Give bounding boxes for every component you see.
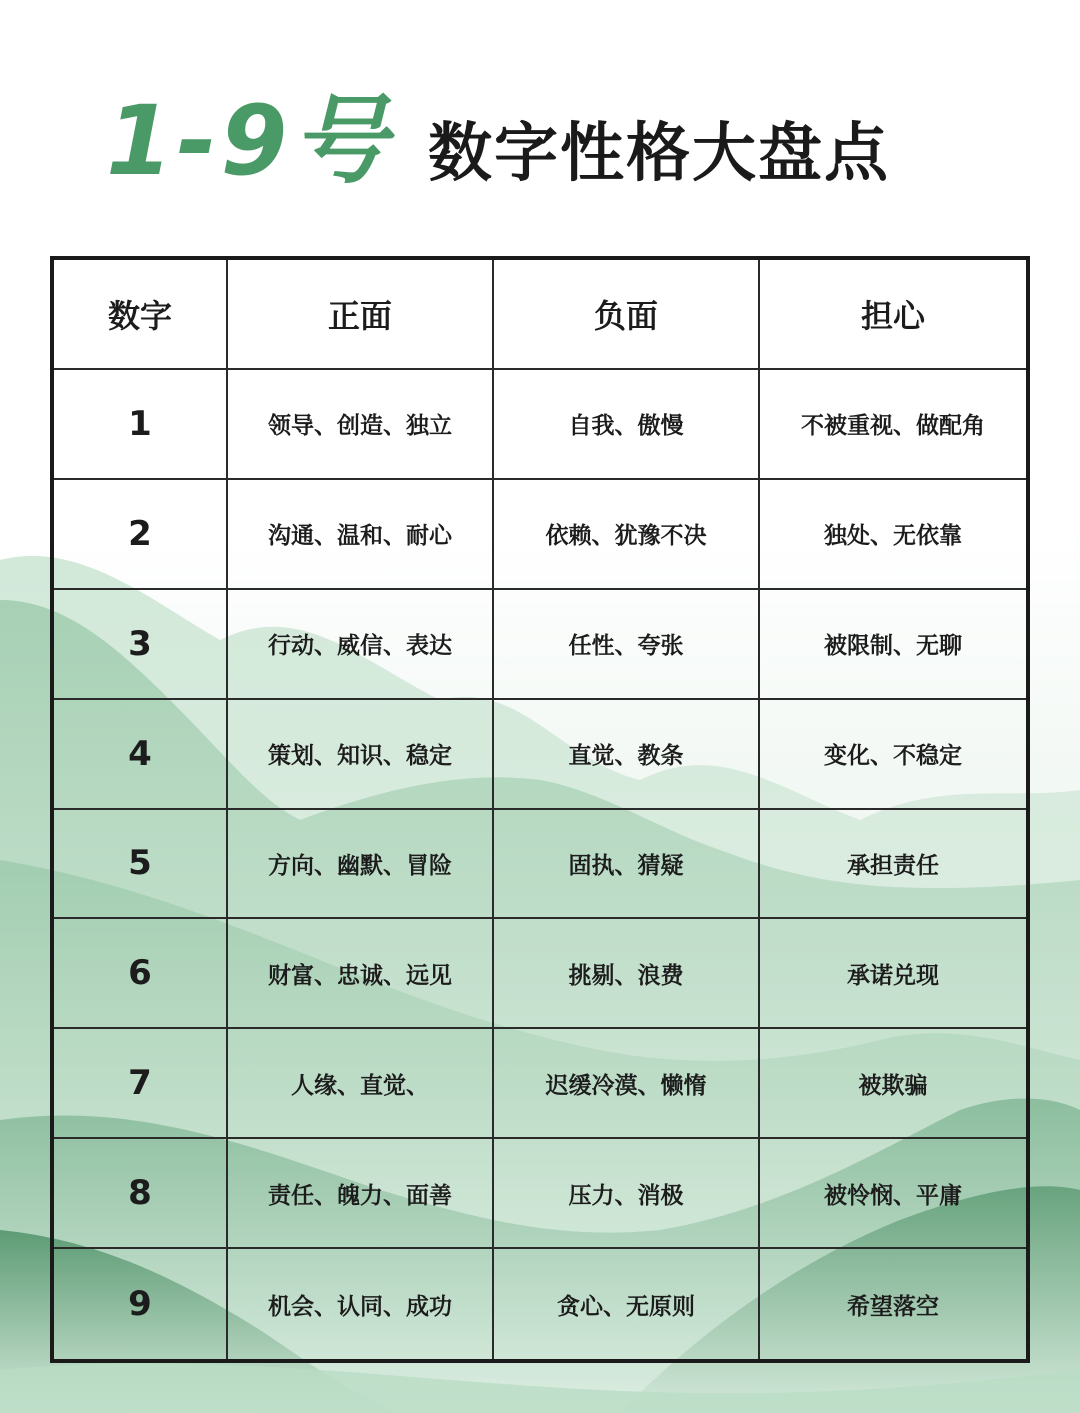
number-cell: 5 (54, 810, 228, 920)
worry-cell: 独处、无依靠 (760, 480, 1026, 590)
negative-cell: 迟缓冷漠、懒惰 (494, 1029, 760, 1139)
header-positive: 正面 (228, 260, 494, 370)
table-grid (54, 260, 1026, 1359)
negative-cell: 固执、猜疑 (494, 810, 760, 920)
worry-cell: 希望落空 (847, 1293, 939, 1320)
number-cell: 9 (54, 1249, 228, 1359)
header-worry: 担心 (760, 260, 1026, 370)
number-cell: 3 (54, 590, 228, 700)
title-text: 数字性格大盘点 (428, 117, 890, 191)
positive-cell: 财富、忠诚、远见 (228, 919, 494, 1029)
negative-cell: 任性、夸张 (494, 590, 760, 700)
worry-cell: 承担责任 (760, 810, 1026, 920)
personality-table (50, 256, 1030, 1363)
positive-cell: 人缘、直觉、 (228, 1029, 494, 1139)
number-cell: 4 (54, 700, 228, 810)
header-number: 数字 (54, 260, 228, 370)
worry-cell: 被欺骗 (760, 1029, 1026, 1139)
negative-cell: 挑剔、浪费 (494, 919, 760, 1029)
number-cell: 2 (54, 480, 228, 590)
worry-cell: 被限制、无聊 (760, 590, 1026, 700)
positive-cell: 行动、威信、表达 (228, 590, 494, 700)
positive-cell: 机会、认同、成功 (228, 1249, 494, 1359)
worry-cell: 变化、不稳定 (760, 700, 1026, 810)
negative-cell: 自我、傲慢 (494, 370, 760, 480)
negative-cell: 依赖、犹豫不决 (494, 480, 760, 590)
positive-cell: 沟通、温和、耐心 (228, 480, 494, 590)
positive-cell: 领导、创造、独立 (228, 370, 494, 480)
header-negative: 负面 (494, 260, 760, 370)
positive-cell: 方向、幽默、冒险 (228, 810, 494, 920)
number-cell: 6 (54, 919, 228, 1029)
title-highlight: 1-9号 (106, 85, 392, 197)
worry-cell: 不被重视、做配角 (760, 370, 1026, 480)
negative-cell: 压力、消极 (494, 1139, 760, 1249)
number-cell: 1 (54, 370, 228, 480)
page-title (0, 85, 1080, 198)
number-cell: 8 (54, 1139, 228, 1249)
positive-cell: 策划、知识、稳定 (228, 700, 494, 810)
positive-cell: 责任、魄力、面善 (228, 1139, 494, 1249)
worry-cell: 承诺兑现 (760, 919, 1026, 1029)
worry-cell: 被怜悯、平庸 (760, 1139, 1026, 1249)
number-cell: 7 (54, 1029, 228, 1139)
negative-cell: 直觉、教条 (494, 700, 760, 810)
negative-cell: 贪心、无原则 (494, 1249, 760, 1359)
